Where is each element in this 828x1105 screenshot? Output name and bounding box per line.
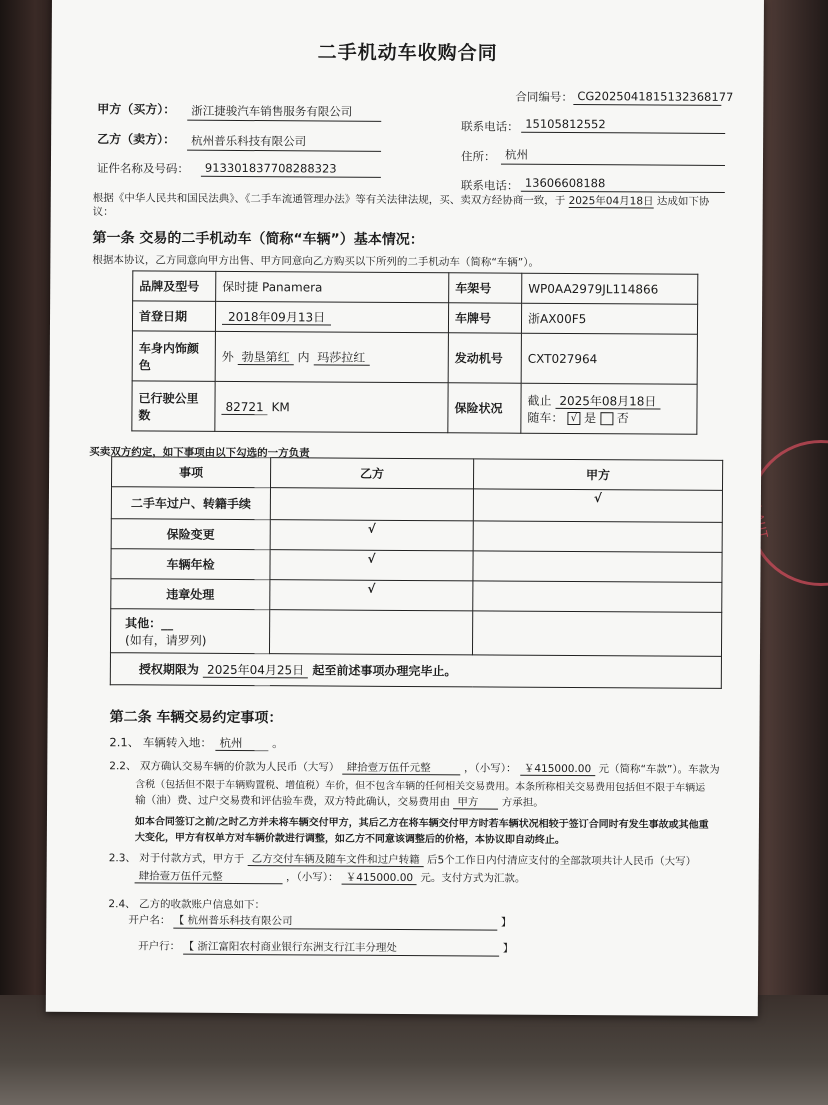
clause-2-2-line2: 含税（包括但不限于车辆购置税、增值税）车价，但不包含车辆的任何相关交易费用。本条所称相关交易费用包括但不限于车辆运 xyxy=(135,779,706,794)
bank-close: 】 xyxy=(502,942,514,955)
vehicle-info-table xyxy=(131,270,698,434)
document-title: 二手机动车收购合同 xyxy=(317,41,498,65)
yes-checkbox: √ xyxy=(567,411,580,424)
article1-title: 第一条 交易的二手机动车（简称“车辆”）基本情况： xyxy=(92,230,424,249)
insurance-with-car-row xyxy=(527,408,690,426)
party-b-value: 杭州普乐科技有限公司 xyxy=(187,133,381,152)
duty-check-b: √ xyxy=(270,550,473,581)
c21-no: 2.1、 xyxy=(109,735,140,750)
no-label: 否 xyxy=(616,410,629,425)
deadline-label: 授权期限为 xyxy=(138,662,199,677)
c24-label: 乙方的收款账户信息如下： xyxy=(138,898,266,912)
duty-check-b: √ xyxy=(270,580,473,611)
yes-label: 是 xyxy=(584,410,597,425)
duty-check-b: √ xyxy=(270,520,473,551)
c22-a: 双方确认交易车辆的价款为人民币（大写） xyxy=(139,760,340,774)
color-in-prefix: 内 xyxy=(297,350,310,365)
address-value: 杭州 xyxy=(501,147,725,166)
reg-value xyxy=(215,301,448,332)
insurance-value xyxy=(521,383,697,434)
table-row xyxy=(132,381,697,434)
duty-check-a: √ xyxy=(473,489,722,523)
no-checkbox xyxy=(600,412,613,425)
color-in: 玛莎拉红 xyxy=(313,350,369,365)
c23-c: ，（小写）： xyxy=(285,871,339,884)
phone-a-label: 联系电话： xyxy=(461,119,519,134)
table-row xyxy=(133,271,698,304)
article2-title: 第二条 车辆交易约定事项： xyxy=(109,709,283,727)
other-value: __ xyxy=(161,616,174,631)
contract-page xyxy=(46,0,764,1016)
c23-b: 后5个工作日内付清应支付的全部款项共计人民币（大写） xyxy=(426,854,697,868)
mileage-label-2: 数 xyxy=(138,407,151,422)
color-out: 勃垦第红 xyxy=(238,350,294,365)
table-row xyxy=(132,301,697,334)
account-name-label: 开户名： xyxy=(128,914,171,927)
c21-end: 。 xyxy=(272,736,284,751)
contract-no: CG20250418151323681​77 xyxy=(573,89,721,106)
account-name-close: 】 xyxy=(500,916,512,929)
table-row xyxy=(111,519,722,553)
phone-b-value: 13606608188 xyxy=(521,176,725,193)
c23-d: 元。支付方式为汇款。 xyxy=(420,872,526,885)
c22-amount: ￥415000.00 xyxy=(520,763,595,776)
mileage-unit: KM xyxy=(271,399,290,414)
color-label xyxy=(132,331,215,382)
duty-check-b xyxy=(270,488,473,521)
deadline-tail: 起至前述事项办理完毕止。 xyxy=(312,663,457,679)
c22-line3b: 方承担。 xyxy=(501,796,544,809)
c22-line3a: 输（油）费、过户交易费和评估验车费，双方特此确认，交易费用由 xyxy=(135,794,451,809)
engine-label: 发动机号 xyxy=(448,333,521,383)
other-label-text: 其他： xyxy=(125,615,162,631)
c22-c: 元（简称“车款”）。车款为 xyxy=(598,763,720,776)
insurance-label: 保险状况 xyxy=(448,383,521,433)
color-label-2: 色 xyxy=(138,357,151,372)
id-label: 证件名称及号码： xyxy=(96,161,189,176)
preamble-line2: 议： xyxy=(92,206,114,219)
other-b xyxy=(269,610,472,655)
table-row xyxy=(110,609,721,657)
clause-2-1 xyxy=(109,734,283,751)
with-car-label: 随车： xyxy=(527,410,564,425)
plate-value: 浙AX00F5 xyxy=(521,303,697,334)
table-row xyxy=(111,579,722,613)
c21-value: 杭州 xyxy=(215,736,268,751)
deadline-cell xyxy=(110,653,721,689)
duty-item: 违章处理 xyxy=(111,579,270,610)
clause-2-2-line1 xyxy=(109,758,719,777)
duty-item: 保险变更 xyxy=(111,519,270,550)
table-row xyxy=(110,653,721,689)
other-label xyxy=(125,614,268,632)
table-row xyxy=(132,331,697,384)
vin-value: WP0AA2979JL114866 xyxy=(522,273,698,304)
c21-label: 车辆转入地： xyxy=(142,735,212,750)
address-label: 住所： xyxy=(460,149,496,164)
contract-no-label: 合同编号： xyxy=(515,89,573,105)
duty-table xyxy=(110,456,723,689)
preamble-line1 xyxy=(93,190,710,209)
preamble-part1: 根据《中华人民共和国民法典》、《二手车流通管理办法》等有关法律法规，买、卖双方经协商一致，于 xyxy=(92,192,566,207)
insurance-until-prefix: 截止 xyxy=(527,393,552,408)
table-row xyxy=(111,457,722,491)
stamp-text: AUT xyxy=(752,512,771,540)
duty-check-a xyxy=(473,581,722,613)
mileage-label xyxy=(132,381,215,432)
color-out-prefix: 外 xyxy=(221,349,234,364)
brand-value: 保时捷 Panamera xyxy=(216,271,449,302)
deadline-date: 2025年04月25日 xyxy=(203,663,308,679)
insurance-until: 2025年08月18日 xyxy=(555,393,660,409)
id-value: 91330183770828832​3 xyxy=(201,161,381,178)
other-note: (如有，请罗列) xyxy=(125,632,207,648)
account-name-row xyxy=(128,912,511,930)
duty-check-a xyxy=(473,551,722,583)
c23-cond: 乙方交付车辆及随车文件和过户转籍 xyxy=(248,853,424,867)
party-b-label: 乙方（卖方）： xyxy=(97,132,176,147)
party-a-label: 甲方（买方）： xyxy=(97,102,176,117)
table-row xyxy=(111,549,722,583)
color-label-1: 车身内饰颜 xyxy=(138,340,199,356)
bank-name: 【 浙江富阳农村商业银行东洲支行江丰分理处 xyxy=(183,939,499,957)
c23-amount-cn: 肆拾壹万伍仟元整 xyxy=(135,870,283,884)
preamble-date: 2025年04月18日 xyxy=(568,194,654,208)
c22-no: 2.2、 xyxy=(109,760,137,773)
header-party-b: 乙方 xyxy=(270,458,473,489)
brand-label: 品牌及型号 xyxy=(133,271,216,302)
mileage-value xyxy=(215,381,448,432)
other-cell xyxy=(110,609,269,654)
clause-2-2-line3 xyxy=(135,792,544,809)
duty-intro: 买卖双方约定，如下事项由以下勾选的一方负责 xyxy=(89,446,310,460)
duty-check-a xyxy=(473,521,722,553)
article1-intro: 根据本协议，乙方同意向甲方出售、甲方同意向乙方购买以下所列的二手机动车（简称“车辆”）。 xyxy=(92,254,540,269)
clause-2-4 xyxy=(108,896,265,912)
clause-2-3-line1 xyxy=(109,850,697,869)
duty-item: 车辆年检 xyxy=(111,549,270,580)
mileage-label-1: 已行驶公里 xyxy=(138,390,199,406)
header-party-a: 甲方 xyxy=(473,459,722,491)
bank-label: 开户行： xyxy=(138,940,181,953)
table-row xyxy=(111,487,722,523)
c24-no: 2.4、 xyxy=(108,898,136,911)
insurance-until-row xyxy=(527,391,690,409)
bold-clause-line1: 如本合同签订之前/之时乙方并未将车辆交付甲方，其后乙方在将车辆交付甲方时若车辆状况相较于签订合同时有发生事故或其他重 xyxy=(134,816,709,831)
c22-b: ，（小写）： xyxy=(463,762,517,775)
duty-item: 二手车过户、转籍手续 xyxy=(111,487,270,520)
c23-no: 2.3、 xyxy=(108,852,136,865)
c22-amount-cn: 肆拾壹万伍仟元整 xyxy=(343,762,461,776)
account-name: 【 杭州普乐科技有限公司 xyxy=(174,913,498,931)
bold-clause-line2: 大变化，甲方有权单方对车辆价款进行调整，如乙方不同意该调整后的价格，本协议即自动终止。 xyxy=(134,832,565,846)
preamble-part2: 达成如下协 xyxy=(656,195,710,208)
engine-value: CXT027964 xyxy=(521,333,697,384)
c22-payer: 甲方 xyxy=(453,796,498,809)
other-a xyxy=(472,611,721,657)
header-item: 事项 xyxy=(111,457,270,488)
party-a-value: 浙江捷骏汽车销售服务有限公司 xyxy=(187,103,381,122)
mileage-number: 82721 xyxy=(221,399,267,414)
phone-a-value: 15105812552 xyxy=(521,117,725,134)
color-value xyxy=(215,331,448,382)
c23-a: 对于付款方式，甲方于 xyxy=(139,852,245,866)
clause-2-3-line2 xyxy=(135,868,526,885)
phone-b-label: 联系电话： xyxy=(460,178,519,193)
c23-amount: ￥415000.00 xyxy=(342,872,417,885)
plate-label: 车牌号 xyxy=(448,303,521,333)
bank-row xyxy=(138,938,513,956)
reg-date: 2018年09月13日 xyxy=(222,310,331,326)
reg-label: 首登日期 xyxy=(132,301,215,332)
vin-label: 车架号 xyxy=(449,273,522,303)
